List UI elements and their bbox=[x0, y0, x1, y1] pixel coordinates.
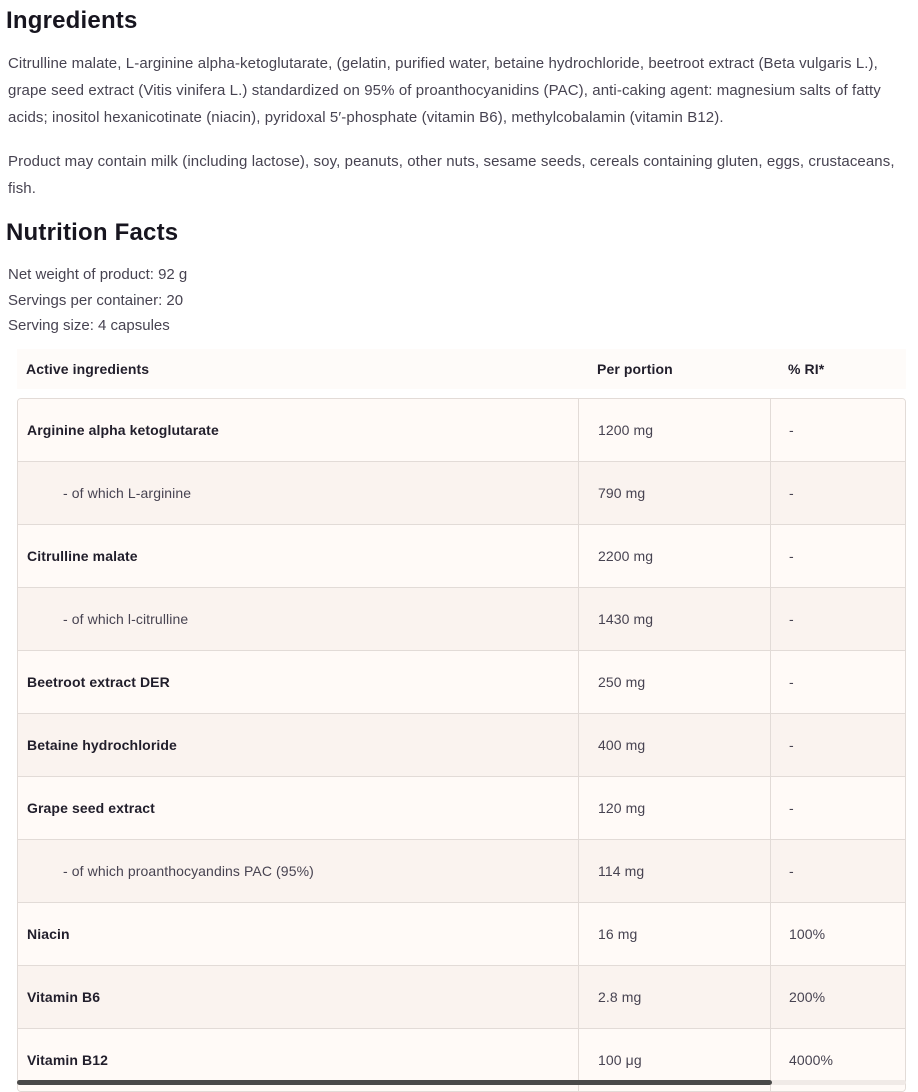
ri-value: 200% bbox=[770, 966, 905, 1028]
ri-value: 100% bbox=[770, 903, 905, 965]
per-portion-value: 120 mg bbox=[578, 777, 770, 839]
allergen-paragraph: Product may contain milk (including lactose), soy, peanuts, other nuts, sesame seeds, cereals containing gluten, eggs, crustaceans, fish. bbox=[8, 153, 895, 197]
per-portion-value: 2200 mg bbox=[578, 525, 770, 587]
ingredients-paragraph: Citrulline malate, L-arginine alpha-ketoglutarate, (gelatin, purified water, betaine hydrochloride, beetroot extract (Beta vulgaris L.), grape seed extract (Vitis vinifera L.) standardized on 95% of proanthocyanidins (PAC), anti-caking agent: magnesium salts of fatty acids; inositol hexanicotinate (niacin), pyridoxal 5′-phosphate (vitamin B6), methylcobalamin (vitamin B12). bbox=[8, 55, 881, 126]
header-active-ingredients: Active ingredients bbox=[26, 360, 150, 377]
ri-value: 4000% bbox=[770, 1029, 905, 1091]
header-per-portion: Per portion bbox=[597, 360, 673, 377]
ri-value: - bbox=[770, 651, 905, 713]
ingredients-heading: Ingredients bbox=[6, 7, 138, 34]
table-row bbox=[18, 839, 905, 902]
ingredient-name: - of which proanthocyandins PAC (95%) bbox=[63, 862, 314, 879]
ri-value: - bbox=[770, 399, 905, 461]
table-row bbox=[18, 650, 905, 713]
table-row bbox=[18, 399, 905, 461]
net-weight-line: Net weight of product: 92 g bbox=[8, 266, 188, 283]
table-row bbox=[18, 524, 905, 587]
ingredient-name: - of which l-citrulline bbox=[63, 610, 189, 627]
ingredient-name: Niacin bbox=[27, 925, 70, 942]
scrollbar-thumb[interactable] bbox=[17, 1080, 772, 1085]
ingredient-name: Citrulline malate bbox=[27, 547, 138, 564]
table-row bbox=[18, 587, 905, 650]
per-portion-value: 2.8 mg bbox=[578, 966, 770, 1028]
ri-value: - bbox=[770, 525, 905, 587]
per-portion-value: 114 mg bbox=[578, 840, 770, 902]
ri-value: - bbox=[770, 777, 905, 839]
ingredient-name: Beetroot extract DER bbox=[27, 673, 170, 690]
serving-info bbox=[6, 262, 902, 339]
table-row bbox=[18, 902, 905, 965]
table-row bbox=[18, 713, 905, 776]
serving-size-line: Serving size: 4 capsules bbox=[8, 317, 170, 334]
per-portion-value: 100 μg bbox=[578, 1029, 770, 1091]
servings-per-container-line: Servings per container: 20 bbox=[8, 291, 184, 309]
ingredient-name: Arginine alpha ketoglutarate bbox=[27, 421, 219, 438]
nutrition-table bbox=[17, 349, 906, 1092]
header-ri: % RI* bbox=[788, 360, 825, 377]
per-portion-value: 1430 mg bbox=[578, 588, 770, 650]
table-row bbox=[18, 776, 905, 839]
ri-value: - bbox=[770, 840, 905, 902]
table-header-row bbox=[17, 349, 906, 389]
per-portion-value: 250 mg bbox=[578, 651, 770, 713]
ingredient-name: Vitamin B6 bbox=[27, 988, 101, 1005]
ri-value: - bbox=[770, 714, 905, 776]
ri-value: - bbox=[770, 462, 905, 524]
ri-value: - bbox=[770, 588, 905, 650]
ingredient-name: - of which L-arginine bbox=[63, 484, 192, 501]
ingredient-name: Grape seed extract bbox=[27, 799, 155, 816]
ingredient-name: Vitamin B12 bbox=[27, 1051, 108, 1068]
nutrition-facts-heading: Nutrition Facts bbox=[6, 219, 179, 246]
table-row bbox=[18, 461, 905, 524]
per-portion-value: 1200 mg bbox=[578, 399, 770, 461]
horizontal-scrollbar[interactable] bbox=[17, 1080, 906, 1085]
ingredient-name: Betaine hydrochloride bbox=[27, 736, 177, 753]
table-row bbox=[18, 965, 905, 1028]
per-portion-value: 400 mg bbox=[578, 714, 770, 776]
table-body bbox=[17, 398, 906, 1092]
per-portion-value: 790 mg bbox=[578, 462, 770, 524]
per-portion-value: 16 mg bbox=[578, 903, 770, 965]
